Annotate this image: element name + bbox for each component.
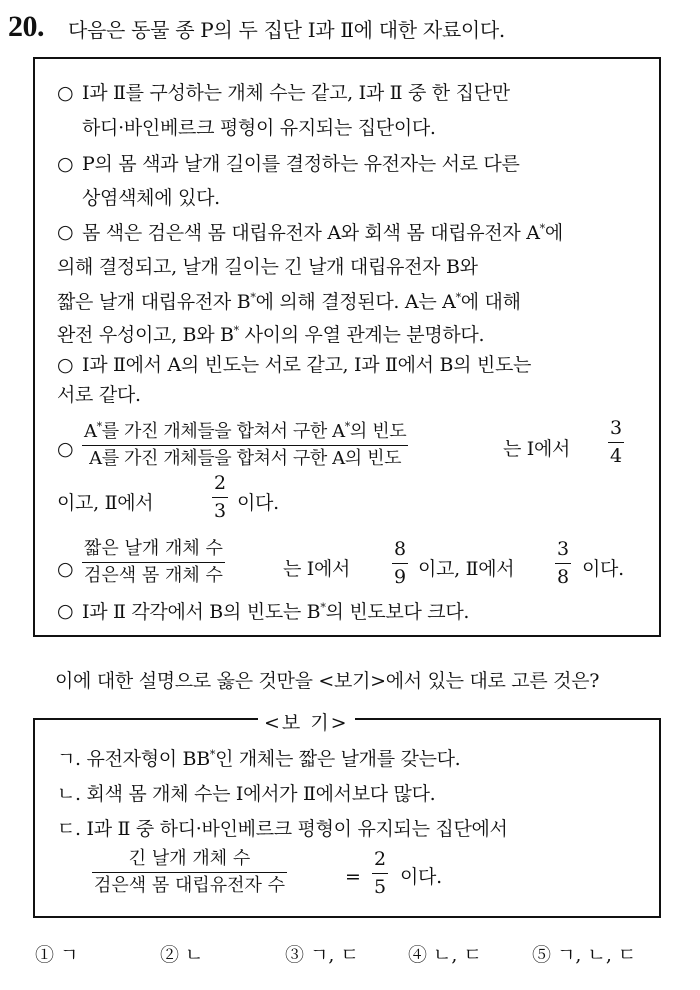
info-line: 의해 결정되고, 날개 길이는 긴 날개 대립유전자 B와 bbox=[57, 256, 478, 278]
bullet-icon: ○ bbox=[57, 82, 74, 104]
bogi-title: <보 기> bbox=[258, 708, 355, 735]
choice-2[interactable]: ② ㄴ bbox=[160, 944, 204, 966]
wing-body-ratio-fraction: 짧은 날개 개체 수 검은색 몸 개체 수 bbox=[84, 538, 223, 586]
choice-1[interactable]: ① ㄱ bbox=[35, 944, 79, 966]
info-line: P의 몸 색과 날개 길이를 결정하는 유전자는 서로 다른 bbox=[82, 153, 520, 175]
info-line: 짧은 날개 대립유전자 B*에 의해 결정된다. A는 A*에 대해 bbox=[57, 291, 521, 313]
question-number: 20. bbox=[8, 10, 44, 43]
long-wing-ratio-fraction: 긴 날개 개체 수 검은색 몸 대립유전자 수 bbox=[94, 848, 286, 896]
info-line: 는 Ⅰ에서 bbox=[503, 438, 571, 460]
question-title: 다음은 동물 종 P의 두 집단 Ⅰ과 Ⅱ에 대한 자료이다. bbox=[68, 18, 505, 42]
info-line: 이다. bbox=[237, 492, 279, 514]
info-line: 이다. bbox=[582, 558, 624, 580]
fraction: 3 8 bbox=[557, 538, 570, 588]
info-line: 상염색체에 있다. bbox=[82, 187, 220, 209]
info-line: 서로 같다. bbox=[57, 384, 141, 406]
bogi-item-giyeok: ㄱ. 유전자형이 BB*인 개체는 짧은 날개를 갖는다. bbox=[57, 748, 461, 770]
question-prompt: 이에 대한 설명으로 옳은 것만을 <보기>에서 있는 대로 고른 것은? bbox=[55, 670, 600, 692]
info-line: Ⅰ과 Ⅱ 각각에서 B의 빈도는 B*의 빈도보다 크다. bbox=[82, 601, 470, 623]
bullet-icon: ○ bbox=[57, 153, 74, 175]
bogi-line: 이다. bbox=[400, 866, 442, 888]
bullet-icon: ○ bbox=[57, 438, 74, 460]
choice-3[interactable]: ③ ㄱ, ㄷ bbox=[285, 944, 359, 966]
info-line: Ⅰ과 Ⅱ를 구성하는 개체 수는 같고, Ⅰ과 Ⅱ 중 한 집단만 bbox=[82, 82, 510, 104]
bogi-item-digeut: ㄷ. Ⅰ과 Ⅱ 중 하디·바인베르크 평형이 유지되는 집단에서 bbox=[57, 818, 508, 840]
fraction: 3 4 bbox=[610, 417, 623, 467]
info-line: 하디·바인베르크 평형이 유지되는 집단이다. bbox=[82, 117, 436, 139]
bullet-icon: ○ bbox=[57, 354, 74, 376]
fraction: 8 9 bbox=[394, 538, 407, 588]
info-line: 이고, Ⅱ에서 bbox=[418, 558, 515, 580]
info-line: 이고, Ⅱ에서 bbox=[57, 492, 154, 514]
bullet-icon: ○ bbox=[57, 600, 74, 622]
fraction: 2 3 bbox=[214, 472, 227, 522]
info-line: 완전 우성이고, B와 B* 사이의 우열 관계는 분명하다. bbox=[57, 324, 485, 346]
info-line: Ⅰ과 Ⅱ에서 A의 빈도는 서로 같고, Ⅰ과 Ⅱ에서 B의 빈도는 bbox=[82, 354, 532, 376]
choice-5[interactable]: ⑤ ㄱ, ㄴ, ㄷ bbox=[532, 944, 637, 966]
frequency-ratio-fraction: A*를 가진 개체들을 합쳐서 구한 A*의 빈도 A를 가진 개체들을 합쳐서 구한 A의 빈도 bbox=[84, 420, 407, 469]
info-line: 는 Ⅰ에서 bbox=[283, 558, 351, 580]
bullet-icon: ○ bbox=[57, 221, 74, 243]
fraction: 2 5 bbox=[374, 848, 387, 898]
info-line: 몸 색은 검은색 몸 대립유전자 A와 회색 몸 대립유전자 A*에 bbox=[82, 222, 563, 244]
equals-sign: = bbox=[345, 866, 361, 888]
bogi-item-nieun: ㄴ. 회색 몸 개체 수는 Ⅰ에서가 Ⅱ에서보다 많다. bbox=[57, 783, 436, 805]
choice-4[interactable]: ④ ㄴ, ㄷ bbox=[408, 944, 482, 966]
bullet-icon: ○ bbox=[57, 558, 74, 580]
